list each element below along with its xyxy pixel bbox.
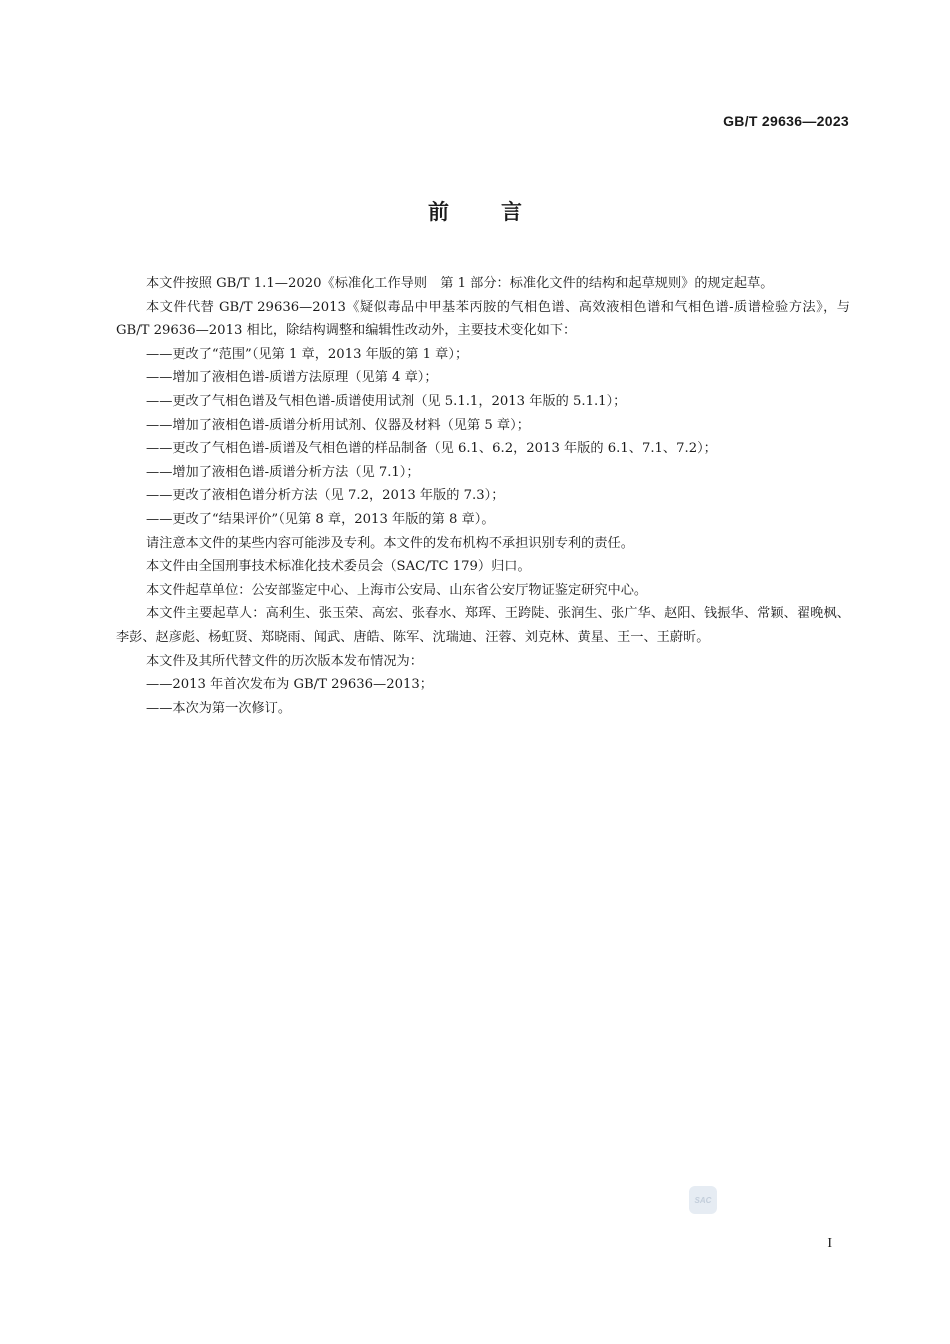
drafters-paragraph: 本文件主要起草人：高利生、张玉荣、高宏、张春水、郑珲、王跨陡、张润生、张广华、赵阳、钱振华、常颖、翟晚枫、李彭、赵彦彪、杨虹贤、郑晓雨、闻武、唐皓、陈军、沈瑞迪、汪蓉、刘克林、黄星、王一、王蔚昕。 (116, 606, 850, 645)
title-char-2: 言 (501, 200, 522, 224)
change-item: ——增加了液相色谱-质谱方法原理（见第 4 章）； (146, 370, 438, 386)
change-item: ——更改了气相色谱-质谱及气相色谱的样品制备（见 6.1、6.2，2013 年版的 6.1、7.1、7.2）； (146, 441, 717, 457)
standard-code: GB/T 29636—2023 (723, 113, 849, 129)
replacement-paragraph: 本文件代替 GB/T 29636—2013《疑似毒品中甲基苯丙胺的气相色谱、高效液相色谱和气相色谱-质谱检验方法》，与 GB/T 29636—2013 相比，除结构调整和编辑性改动外，主要技术变化如下： (116, 299, 850, 339)
title-char-1: 前 (428, 200, 449, 224)
change-item: ——更改了“结果评价”（见第 8 章，2013 年版的第 8 章）。 (146, 511, 495, 527)
history-intro-paragraph: 本文件及其所代替文件的历次版本发布情况为： (146, 653, 423, 669)
page-title (0, 196, 950, 226)
committee-paragraph: 本文件由全国刑事技术标准化技术委员会（SAC/TC 179）归口。 (146, 559, 531, 575)
change-item: ——增加了液相色谱-质谱分析方法（见 7.1）； (146, 464, 420, 480)
foreword-body (116, 272, 850, 720)
change-item: ——更改了“范围”（见第 1 章，2013 年版的第 1 章）； (146, 346, 469, 362)
change-item: ——更改了气相色谱及气相色谱-质谱使用试剂（见 5.1.1，2013 年版的 5.1.1）； (146, 393, 627, 409)
sac-watermark-logo: SAC (689, 1186, 717, 1214)
history-item: ——2013 年首次发布为 GB/T 29636—2013； (146, 677, 433, 693)
page-number: I (827, 1236, 832, 1251)
history-item: ——本次为第一次修订。 (146, 700, 292, 716)
drafting-basis-paragraph: 本文件按照 GB/T 1.1—2020《标准化工作导则 第 1 部分：标准化文件的结构和起草规则》的规定起草。 (146, 276, 774, 291)
change-item: ——更改了液相色谱分析方法（见 7.2，2013 年版的 7.3）； (146, 488, 505, 504)
change-item: ——增加了液相色谱-质谱分析用试剂、仪器及材料（见第 5 章）； (146, 417, 530, 433)
drafting-units-paragraph: 本文件起草单位：公安部鉴定中心、上海市公安局、山东省公安厅物证鉴定研究中心。 (146, 582, 648, 598)
patent-notice-paragraph: 请注意本文件的某些内容可能涉及专利。本文件的发布机构不承担识别专利的责任。 (146, 535, 634, 551)
